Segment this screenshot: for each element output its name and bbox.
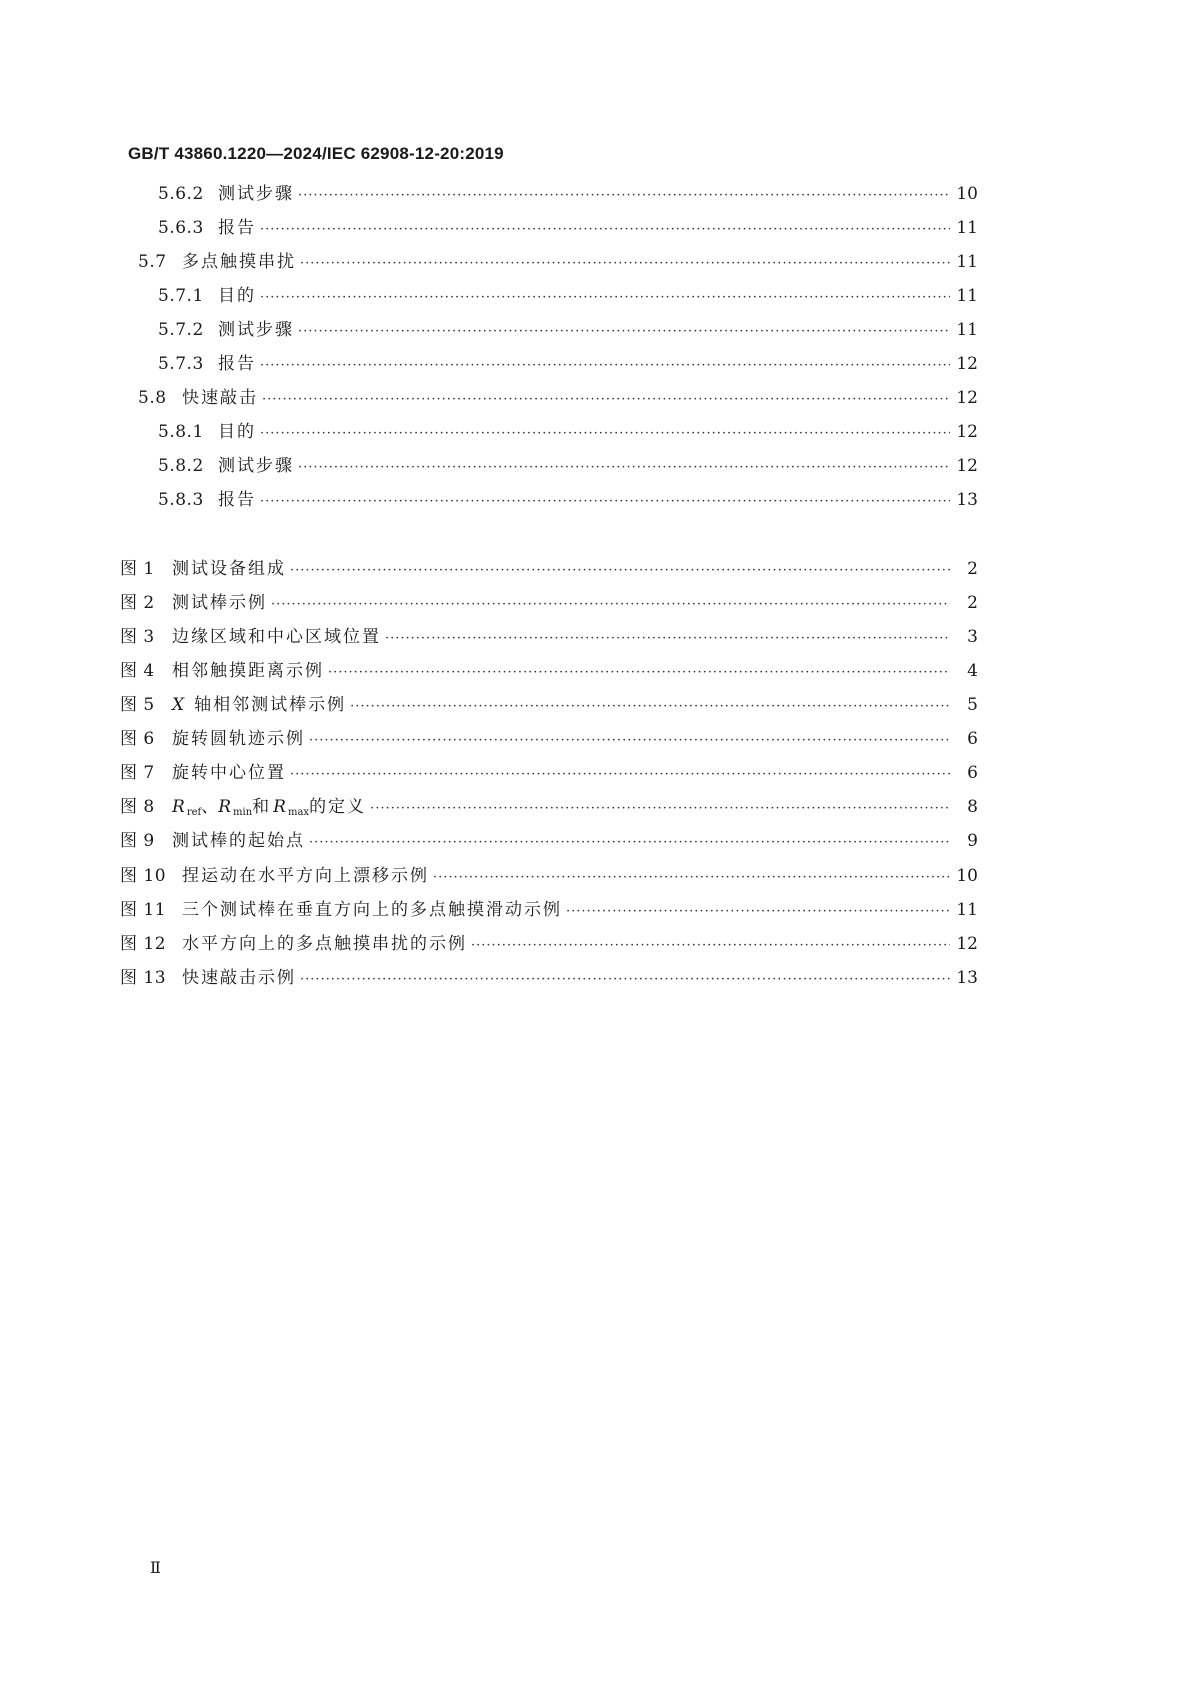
toc-figure-page: 2 [967,593,978,613]
toc-entry[interactable] [158,352,978,376]
toc-figure-entry[interactable] [120,761,978,785]
toc-leader-dots [298,184,950,208]
toc-figure-title: 相邻触摸距离示例 [172,661,324,681]
toc-figure-number: 图 7 [120,763,155,783]
title-tail: 的定义 [309,797,367,817]
toc-entry-page: 11 [956,218,978,238]
toc-entry-number: 5.8.2 [158,456,204,476]
toc-figure-number: 图 2 [120,593,155,613]
toc-figure-page: 12 [956,934,978,954]
toc-figure-title: 测试棒示例 [172,593,267,613]
toc-figure-title: 测试设备组成 [172,559,286,579]
toc-leader-dots [260,422,950,446]
toc-leader-dots [309,831,950,855]
toc-figure-page: 13 [956,968,978,988]
symbol-r: R [172,797,185,817]
toc-entry-title: 报告 [218,354,256,374]
toc-figure-title: 水平方向上的多点触摸串扰的示例 [182,934,467,954]
toc-entry-title: 目的 [218,286,256,306]
toc-entry-title: 报告 [218,218,256,238]
toc-figure-entry[interactable] [120,898,978,922]
toc-leader-dots [298,456,950,480]
toc-entry-number: 5.7.1 [158,286,204,306]
toc-figure-title: 快速敲击示例 [182,968,296,988]
toc-figure-number: 图 5 [120,695,155,715]
toc-entry-number: 5.7.3 [158,354,204,374]
subscript-max: max [287,807,310,818]
standard-id-header: GB/T 43860.1220—2024/IEC 62908-12-20:2019 [128,144,504,163]
toc-figure-number: 图 13 [120,968,167,988]
toc-entry[interactable] [158,488,978,512]
toc-entry-number: 5.8 [138,388,167,408]
toc-entry-number: 5.7 [138,252,167,272]
toc-entry[interactable] [158,318,978,342]
toc-leader-dots [300,968,950,992]
toc-entry-number: 5.6.2 [158,184,204,204]
toc-entry[interactable] [158,454,978,478]
toc-entry-title: 测试步骤 [218,184,294,204]
toc-leader-dots [370,797,950,821]
toc-leader-dots [566,900,950,924]
toc-entry-page: 13 [956,490,978,510]
symbol-r: R [218,797,232,817]
toc-entry-page: 12 [956,422,978,442]
toc-figure-entry[interactable] [120,625,978,649]
toc-figure-page: 8 [967,797,978,817]
toc-entry-number: 5.8.3 [158,490,204,510]
toc-leader-dots [300,252,950,276]
toc-figure-title: 捏运动在水平方向上漂移示例 [182,866,429,886]
toc-entry[interactable] [158,182,978,206]
toc-figure-page: 10 [956,866,978,886]
toc-leader-dots [433,866,950,890]
toc-leader-dots [471,934,950,958]
toc-figure-page: 2 [967,559,978,579]
toc-figure-number: 图 8 [120,797,155,817]
toc-entry[interactable] [138,250,978,274]
toc-figure-title: 旋转中心位置 [172,763,286,783]
toc-figure-page: 6 [967,729,978,749]
toc-figure-title: 旋转圆轨迹示例 [172,729,305,749]
toc-figure-entry[interactable] [120,795,978,819]
toc-entry[interactable] [158,420,978,444]
subscript-min: min [233,807,253,818]
toc-figure-entry[interactable] [120,693,978,717]
toc-figure-number: 图 6 [120,729,155,749]
toc-figure-page: 3 [967,627,978,647]
toc-leader-dots [328,661,950,685]
toc-figure-axis-symbol: X [172,695,185,715]
toc-figure-page: 4 [967,661,978,681]
toc-entry-page: 11 [956,252,978,272]
toc-figure-page: 11 [956,900,978,920]
toc-figure-page: 6 [967,763,978,783]
toc-leader-dots [260,354,950,378]
toc-entry-title: 测试步骤 [218,320,294,340]
toc-leader-dots [290,763,950,787]
toc-entry-number: 5.6.3 [158,218,204,238]
toc-entry[interactable] [158,216,978,240]
toc-leader-dots [260,286,950,310]
toc-figure-page: 5 [967,695,978,715]
toc-figure-entry[interactable] [120,829,978,853]
toc-entry[interactable] [138,386,978,410]
toc-figure-number: 图 11 [120,900,167,920]
toc-figure-title [172,795,366,825]
toc-entry-page: 11 [956,286,978,306]
toc-entry-page: 12 [956,456,978,476]
toc-figure-number: 图 10 [120,866,167,886]
toc-entry-title: 目的 [218,422,256,442]
toc-leader-dots [260,490,950,514]
toc-figure-title: 测试棒的起始点 [172,831,305,851]
toc-figure-title: 三个测试棒在垂直方向上的多点触摸滑动示例 [182,900,562,920]
toc-figure-number: 图 4 [120,661,155,681]
separator: 、 [201,797,219,817]
toc-entry-page: 11 [956,320,978,340]
toc-figure-number: 图 9 [120,831,155,851]
toc-entry-page: 10 [956,184,978,204]
toc-entry-number: 5.7.2 [158,320,204,340]
subscript-ref: ref [186,807,202,818]
toc-leader-dots [260,218,950,242]
toc-figure-number: 图 1 [120,559,155,579]
toc-figure-title: 轴相邻测试棒示例 [194,695,347,715]
toc-entry-page: 12 [956,354,978,374]
toc-leader-dots [309,729,950,753]
toc-entry-title: 测试步骤 [218,456,294,476]
toc-entry-title: 报告 [218,490,256,510]
toc-entry-page: 12 [956,388,978,408]
toc-figure-title: 边缘区域和中心区域位置 [172,627,381,647]
symbol-r: R [273,797,286,817]
toc-leader-dots [298,320,950,344]
toc-figure-entry[interactable] [120,659,978,683]
toc-figure-number: 图 12 [120,934,167,954]
toc-leader-dots [271,593,950,617]
toc-figure-entry[interactable] [120,557,978,581]
toc-figure-entry[interactable] [120,864,978,888]
toc-figure-entry[interactable] [120,932,978,956]
toc-leader-dots [385,627,950,651]
toc-leader-dots [350,695,950,719]
toc-figure-entry[interactable] [120,591,978,615]
page-number-footer: Ⅱ [150,1558,161,1577]
toc-entry-title: 快速敲击 [182,388,258,408]
toc-leader-dots [262,388,950,412]
toc-figure-entry[interactable] [120,727,978,751]
toc-leader-dots [290,559,950,583]
toc-figure-entry[interactable] [120,966,978,990]
toc-figure-page: 9 [967,831,978,851]
toc-figure-number: 图 3 [120,627,155,647]
toc-entry[interactable] [158,284,978,308]
toc-entry-number: 5.8.1 [158,422,204,442]
separator: 和 [252,797,270,817]
toc-entry-title: 多点触摸串扰 [182,252,296,272]
